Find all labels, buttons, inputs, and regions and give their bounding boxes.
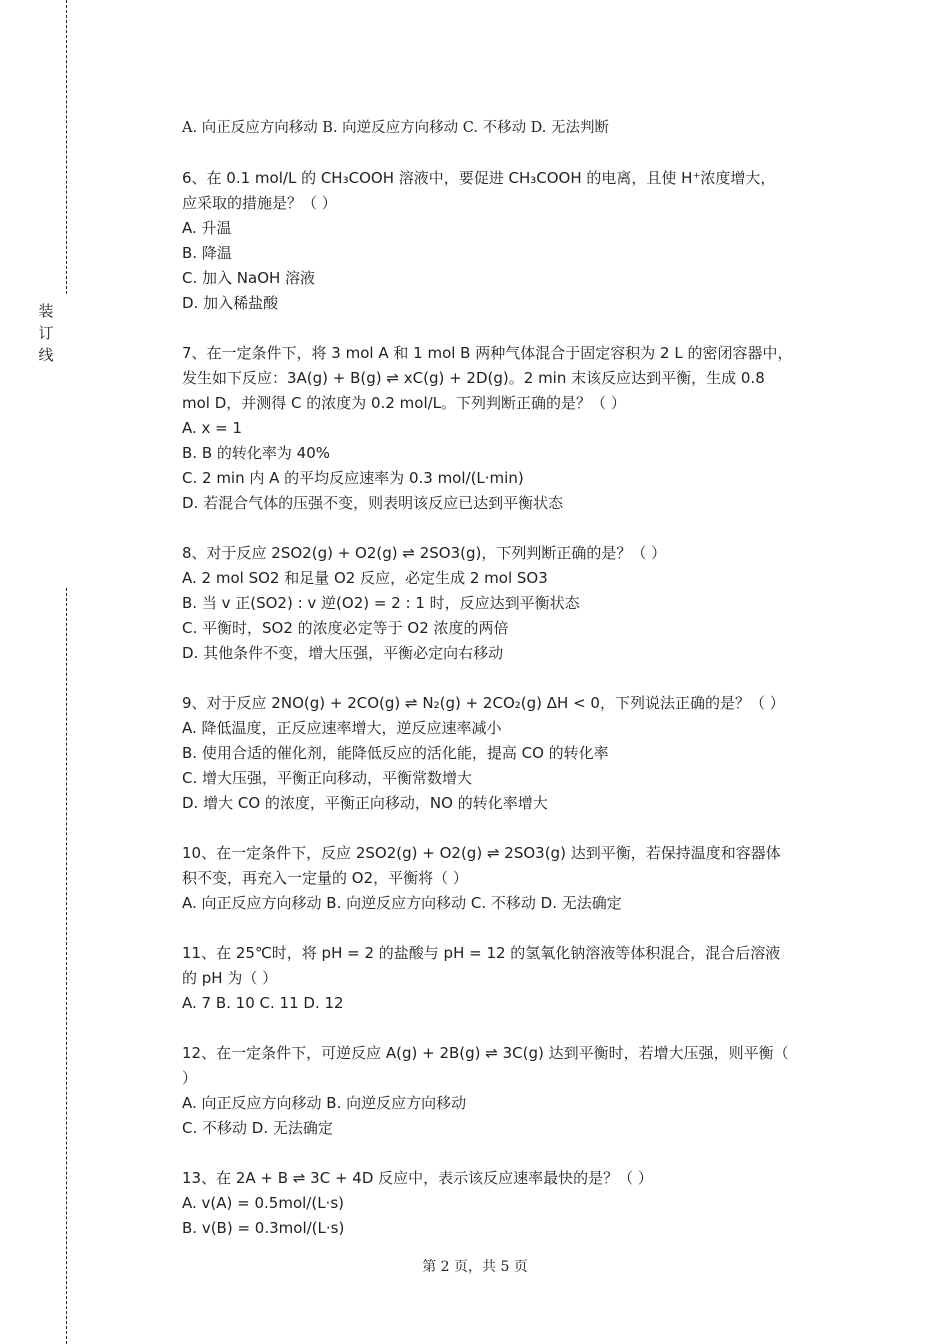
binding-char: 订 (38, 324, 54, 342)
option: D. 若混合气体的压强不变，则表明该反应已达到平衡状态 (182, 494, 564, 512)
question-stem: 13、在 2A + B ⇌ 3C + 4D 反应中，表示该反应速率最快的是？（ ） (182, 1169, 653, 1187)
option: C. 增大压强，平衡正向移动，平衡常数增大 (182, 769, 473, 787)
option: C. 平衡时，SO2 的浓度必定等于 O2 浓度的两倍 (182, 619, 509, 637)
question-6 (182, 166, 847, 316)
question-11 (182, 941, 847, 1016)
question-13 (182, 1166, 847, 1241)
exam-content (182, 116, 847, 1241)
option: B. 使用合适的催化剂，能降低反应的活化能，提高 CO 的转化率 (182, 744, 609, 762)
option: D. 其他条件不变，增大压强，平衡必定向右移动 (182, 644, 504, 662)
option: C. 加入 NaOH 溶液 (182, 269, 316, 287)
question-stem: 积不变，再充入一定量的 O2，平衡将（ ） (182, 869, 468, 887)
binding-label (36, 300, 56, 366)
question-stem: ） (182, 1069, 198, 1087)
question-stem: 6、在 0.1 mol/L 的 CH₃COOH 溶液中，要促进 CH₃COOH 的电离，且使 H⁺浓度增大， (182, 169, 776, 187)
options-line: A. 向正反应方向移动 B. 向逆反应方向移动 C. 不移动 D. 无法确定 (182, 894, 622, 912)
option: A. v(A) = 0.5mol/(L·s) (182, 1194, 344, 1212)
question-7 (182, 341, 847, 516)
question-stem: mol D，并测得 C 的浓度为 0.2 mol/L。下列判断正确的是？（ ） (182, 394, 626, 412)
option: D. 加入稀盐酸 (182, 294, 279, 312)
binding-line-bottom (66, 588, 67, 1344)
question-stem: 11、在 25℃时，将 pH = 2 的盐酸与 pH = 12 的氢氧化钠溶液等体积混合，混合后溶液 (182, 944, 781, 962)
option: A. x = 1 (182, 419, 243, 437)
question-stem: 发生如下反应：3A(g) + B(g) ⇌ xC(g) + 2D(g)。2 min 末该反应达到平衡，生成 0.8 (182, 369, 765, 387)
options-line: A. 7 B. 10 C. 11 D. 12 (182, 994, 344, 1012)
question-9 (182, 691, 847, 816)
question-8 (182, 541, 847, 666)
page-footer: 第 2 页，共 5 页 (422, 1259, 528, 1275)
question-stem: 的 pH 为（ ） (182, 969, 278, 987)
binding-char: 装 (38, 302, 54, 320)
question-stem: 8、对于反应 2SO2(g) + O2(g) ⇌ 2SO3(g)，下列判断正确的是？（ ） (182, 544, 667, 562)
option: A. 升温 (182, 219, 232, 237)
q5-options: A. 向正反应方向移动 B. 向逆反应方向移动 C. 不移动 D. 无法判断 (182, 120, 610, 136)
question-12 (182, 1041, 847, 1141)
option: C. 2 min 内 A 的平均反应速率为 0.3 mol/(L·min) (182, 469, 524, 487)
options-line: A. 向正反应方向移动 B. 向逆反应方向移动 (182, 1094, 467, 1112)
option: A. 2 mol SO2 和足量 O2 反应，必定生成 2 mol SO3 (182, 569, 548, 587)
option: B. v(B) = 0.3mol/(L·s) (182, 1219, 345, 1237)
question-10 (182, 841, 847, 916)
option: A. 降低温度，正反应速率增大，逆反应速率减小 (182, 719, 502, 737)
question-stem: 10、在一定条件下，反应 2SO2(g) + O2(g) ⇌ 2SO3(g) 达到平衡，若保持温度和容器体 (182, 844, 781, 862)
question-stem: 7、在一定条件下，将 3 mol A 和 1 mol B 两种气体混合于固定容积为 2 L 的密闭容器中， (182, 344, 793, 362)
option: B. 降温 (182, 244, 232, 262)
question-stem: 应采取的措施是？（ ） (182, 194, 337, 212)
binding-line-top (66, 0, 67, 294)
option: D. 增大 CO 的浓度，平衡正向移动，NO 的转化率增大 (182, 794, 548, 812)
question-stem: 12、在一定条件下，可逆反应 A(g) + 2B(g) ⇌ 3C(g) 达到平衡时，若增大压强，则平衡（ (182, 1044, 789, 1062)
options-line: C. 不移动 D. 无法确定 (182, 1119, 333, 1137)
question-stem: 9、对于反应 2NO(g) + 2CO(g) ⇌ N₂(g) + 2CO₂(g) ΔH < 0，下列说法正确的是？（ ） (182, 694, 785, 712)
binding-char: 线 (38, 346, 54, 364)
option: B. B 的转化率为 40% (182, 444, 330, 462)
option: B. 当 v 正(SO2) : v 逆(O2) = 2 : 1 时，反应达到平衡状态 (182, 594, 580, 612)
